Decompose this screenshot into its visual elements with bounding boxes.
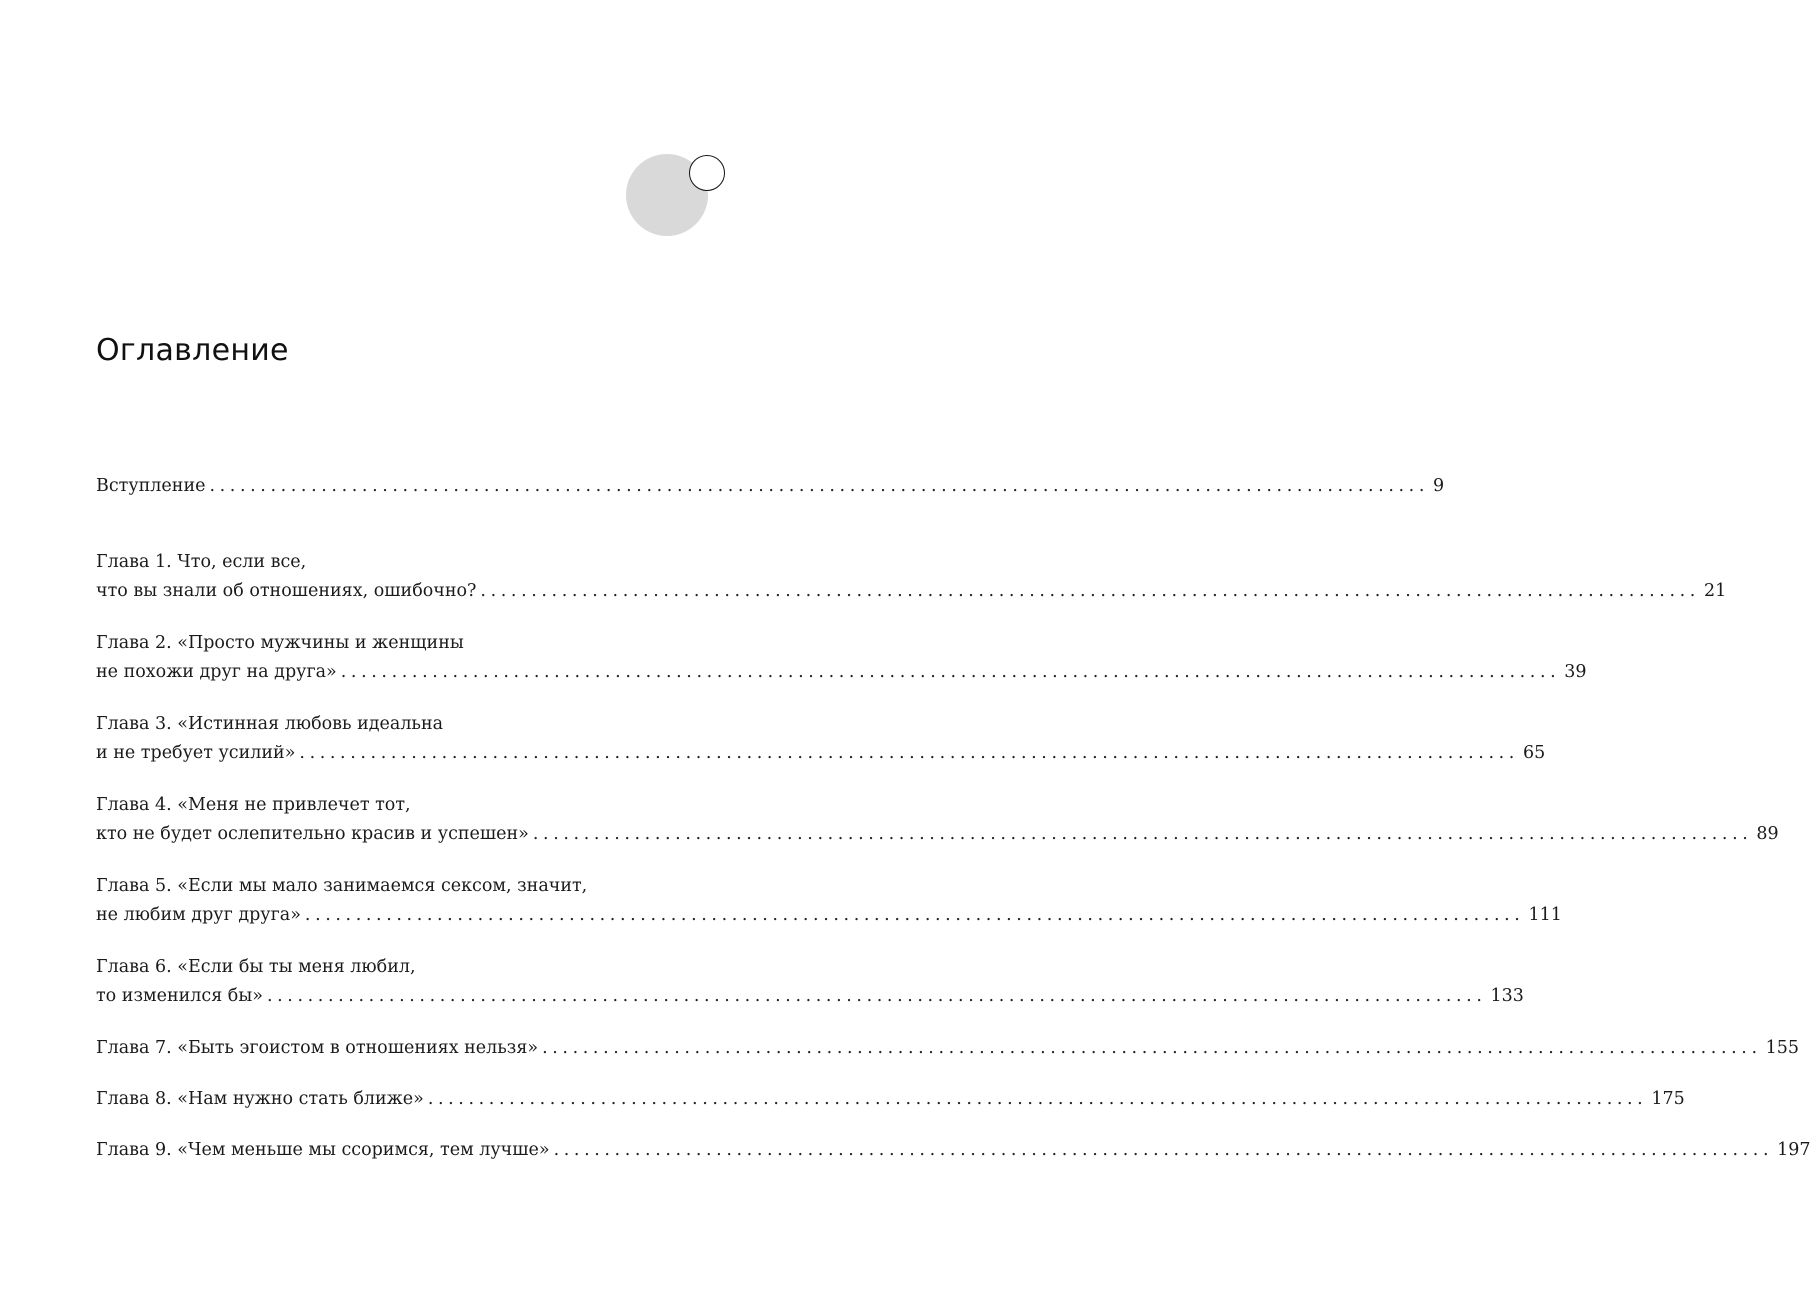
toc-entry-title: Глава 1. Что, если все,	[96, 552, 307, 572]
toc-page-number: 21	[1703, 581, 1727, 601]
toc-page-number: 89	[1756, 824, 1779, 844]
toc-entry-title: Глава 9. «Чем меньше мы ссоримся, тем лучше»	[96, 1140, 550, 1160]
dot-leader: ........................................................................................................................	[427, 1089, 1648, 1109]
toc-entry-title: Глава 8. «Нам нужно стать ближе»	[96, 1089, 424, 1109]
toc-entry-line	[96, 982, 1524, 1011]
toc-entry-line	[96, 739, 1546, 768]
toc-page-number: 155	[1765, 1038, 1800, 1058]
toc-entry-line	[96, 872, 700, 901]
toc-entry[interactable]	[96, 629, 1587, 687]
toc-page-number: 197	[1777, 1140, 1811, 1160]
dot-leader: ........................................................................................................................	[480, 581, 1700, 601]
page-title: Оглавление	[96, 333, 289, 368]
toc-entry-line	[96, 472, 1445, 501]
toc-entry-line	[96, 953, 700, 982]
toc-entry[interactable]	[96, 1034, 1800, 1063]
dot-leader: ........................................................................................................................	[266, 986, 1487, 1006]
toc-entry-title: что вы знали об отношениях, ошибочно?	[96, 581, 477, 601]
toc-page-number: 65	[1522, 743, 1546, 763]
dot-leader: ........................................................................................................................	[340, 662, 1561, 682]
toc-entry[interactable]	[96, 1085, 1685, 1114]
toc-entry[interactable]	[96, 548, 1727, 606]
dot-leader: ........................................................................................................................	[304, 905, 1525, 925]
toc-entry-line	[96, 1136, 1811, 1165]
toc-entry-title: не любим друг друга»	[96, 905, 301, 925]
toc-entry-line	[96, 710, 700, 739]
toc-entry-line	[96, 629, 700, 658]
toc-entry[interactable]	[96, 472, 1445, 501]
toc-page-number: 133	[1490, 986, 1524, 1006]
dot-leader: ........................................................................................................................	[532, 824, 1753, 844]
dot-leader: ........................................................................................................................	[299, 743, 1519, 763]
toc-entry-line	[96, 548, 700, 577]
toc-entry-line	[96, 820, 1779, 849]
toc-entry-line	[96, 577, 1727, 606]
toc-entry-title: Глава 2. «Просто мужчины и женщины	[96, 633, 464, 653]
toc-page-number: 39	[1564, 662, 1587, 682]
toc-page-number: 9	[1433, 476, 1445, 496]
toc-entry[interactable]	[96, 872, 1562, 930]
toc-entry-title: то изменился бы»	[96, 986, 263, 1006]
toc-entry-title: Глава 6. «Если бы ты меня любил,	[96, 957, 416, 977]
toc-entry-title: Глава 4. «Меня не привлечет тот,	[96, 795, 411, 815]
outline-circle-icon	[689, 155, 725, 191]
toc-entry-title: не похожи друг на друга»	[96, 662, 337, 682]
toc-entry-line	[96, 658, 1587, 687]
decorative-circles	[624, 152, 734, 242]
dot-leader: ........................................................................................................................	[542, 1038, 1762, 1058]
toc-entry[interactable]	[96, 710, 1546, 768]
toc-entry-line	[96, 901, 1562, 930]
toc-entry-line	[96, 1034, 1800, 1063]
toc-entry-line	[96, 791, 700, 820]
toc-entry[interactable]	[96, 1136, 1811, 1165]
toc-entry-title: кто не будет ослепительно красив и успешен»	[96, 824, 529, 844]
toc-page-number: 111	[1528, 905, 1562, 925]
toc-entry-title: и не требует усилий»	[96, 743, 296, 763]
toc-entry[interactable]	[96, 791, 1779, 849]
toc-entry-title: Глава 7. «Быть эгоистом в отношениях нельзя»	[96, 1038, 539, 1058]
toc-entry-title: Глава 3. «Истинная любовь идеальна	[96, 714, 444, 734]
toc-entry-line	[96, 1085, 1685, 1114]
toc-page-number: 175	[1651, 1089, 1685, 1109]
toc-entry[interactable]	[96, 953, 1524, 1011]
dot-leader: ........................................................................................................................	[209, 476, 1429, 496]
toc-entry-title: Глава 5. «Если мы мало занимаемся сексом, значит,	[96, 876, 588, 896]
dot-leader: ........................................................................................................................	[553, 1140, 1774, 1160]
toc-entry-title: Вступление	[96, 476, 206, 496]
